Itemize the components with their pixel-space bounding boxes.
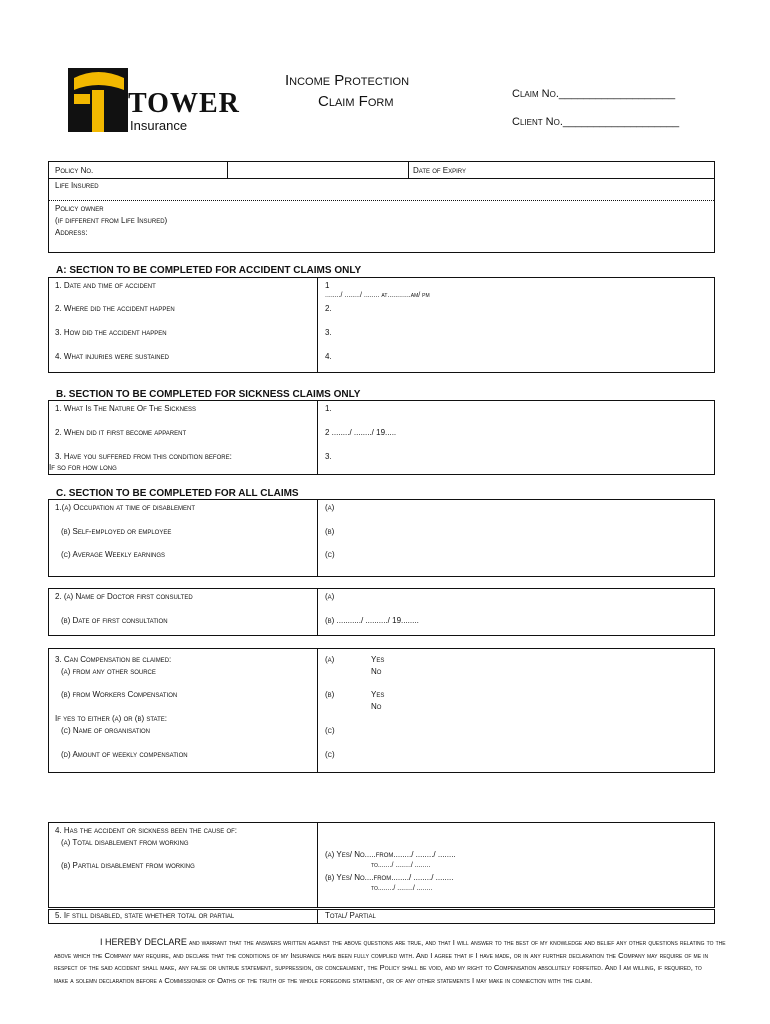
section-c-q1a: 1.(a) Occupation at time of disablement — [55, 503, 196, 512]
section-c-a5[interactable]: Total/ Partial — [325, 911, 376, 920]
section-c-a1a[interactable]: (a) — [325, 503, 335, 512]
section-c-q4b: (b) Partial disablement from working — [61, 861, 195, 870]
section-c-q3if: If yes to either (a) or (b) state: — [55, 714, 168, 723]
form-title-line1: Income Protection — [285, 72, 410, 89]
section-c-a3a[interactable]: (a) — [325, 655, 335, 664]
section-c-q3a: (a) from any other source — [61, 667, 156, 676]
section-c-q3d: (d) Amount of weekly compensation — [61, 750, 188, 759]
section-a-box — [48, 277, 715, 373]
section-c-q2b: (b) Date of first consultation — [61, 616, 168, 625]
section-a-a1-fill[interactable]: ......../ ......../ ........ at............am/ pm — [325, 292, 430, 299]
section-c-a1c[interactable]: (c) — [325, 550, 335, 559]
section-a-a3[interactable]: 3. — [325, 328, 332, 337]
section-c-a3b-no[interactable]: No — [371, 702, 382, 711]
section-c-a1b[interactable]: (b) — [325, 527, 335, 536]
section-b-a1[interactable]: 1. — [325, 404, 332, 413]
date-of-expiry-label: Date of Expiry — [413, 166, 467, 175]
declaration — [54, 936, 726, 987]
section-b-a2[interactable]: 2 ......../ ......../ 19..... — [325, 428, 397, 437]
section-a-a4[interactable]: 4. — [325, 352, 332, 361]
section-c-a3b-yes[interactable]: Yes — [371, 690, 385, 699]
declaration-line-1 — [54, 936, 726, 950]
section-c-a4a-to[interactable]: to......./ ......../ ........ — [371, 862, 431, 869]
section-c-q3b: (b) from Workers Compensation — [61, 690, 178, 699]
section-c-a2b[interactable]: (b) .........../ ........../ 19........ — [325, 616, 419, 625]
brand-sub: Insurance — [130, 118, 188, 133]
section-a-a1[interactable]: 1 — [325, 281, 330, 290]
section-b-box — [48, 400, 715, 475]
declaration-line-4: make a solemn declaration before a Commissioner of Oaths of the truth of the whole foregoing statement, or of any other statements I may make in connection with the claim. — [54, 975, 593, 985]
section-c-box-1 — [48, 499, 715, 577]
section-a-q1: 1. Date and time of accident — [55, 281, 156, 290]
declaration-lead: I HEREBY DECLARE — [100, 937, 187, 947]
section-c-box-3 — [48, 648, 715, 773]
section-b-q3: 3. Have you suffered from this condition before: — [55, 452, 232, 461]
section-c-a4b[interactable]: (b) Yes/ No....from......../ ......../ ........ — [325, 873, 454, 882]
section-c-a3d[interactable]: (c) — [325, 750, 335, 759]
policy-owner-label: Policy owner — [55, 204, 104, 213]
declaration-line-3: respect of the said accident shall make, any false or untrue statement, suppression, or concealment, the Policy shall be void, and my right to Compensation absolutely forfeited. And I am willing, if required, to — [54, 963, 702, 972]
tower-logo — [68, 68, 248, 134]
section-c-a3b[interactable]: (b) — [325, 690, 335, 699]
section-a-q2: 2. Where did the accident happen — [55, 304, 175, 313]
section-b-q1: 1. What Is The Nature Of The Sickness — [55, 404, 196, 413]
section-c-a3a-no[interactable]: No — [371, 667, 382, 676]
section-c-q1c: (c) Average Weekly earnings — [61, 550, 166, 559]
policy-box — [48, 161, 715, 253]
section-c-q4: 4. Has the accident or sickness been the cause of: — [55, 826, 238, 835]
client-no-field[interactable]: Client No.___________________ — [512, 116, 680, 128]
section-c-a3c[interactable]: (c) — [325, 726, 335, 735]
section-c-heading: C. SECTION TO BE COMPLETED FOR ALL CLAIMS — [56, 488, 299, 499]
section-b-heading: B. SECTION TO BE COMPLETED FOR SICKNESS CLAIMS ONLY — [56, 389, 361, 400]
policy-no-label: Policy No. — [55, 166, 94, 175]
section-c-a4a[interactable]: (a) Yes/ No.....from......../ ......../ ........ — [325, 850, 456, 859]
section-c-q5: 5. If still disabled, state whether total or partial — [55, 911, 235, 920]
section-a-q3: 3. How did the accident happen — [55, 328, 167, 337]
section-a-a2[interactable]: 2. — [325, 304, 332, 313]
tower-logo-mark — [68, 68, 128, 132]
section-b-a3[interactable]: 3. — [325, 452, 332, 461]
form-title-line2: Claim Form — [318, 93, 394, 110]
section-c-q4a: (a) Total disablement from working — [61, 838, 189, 847]
section-c-q3c: (c) Name of organisation — [61, 726, 150, 735]
life-insured-label: Life Insured — [55, 181, 99, 190]
section-c-a4b-to[interactable]: to......../ ......../ ........ — [371, 885, 433, 892]
section-c-box-5 — [48, 909, 715, 924]
section-c-box-4 — [48, 822, 715, 908]
declaration-line-2: above which the Company may require, and declare that the conditions of my Insurance have been fully complied with. And I agree that if I have made, or in any further declaration the Company may require of me in — [54, 950, 709, 960]
section-b-q3b: If so for how long — [49, 463, 117, 472]
address-label: Address: — [55, 228, 88, 237]
brand-name: TOWER — [128, 88, 240, 119]
policy-owner-note: (if different from Life Insured) — [55, 216, 168, 225]
claim-no-field[interactable]: Claim No.___________________ — [512, 88, 676, 100]
section-a-heading: A: SECTION TO BE COMPLETED FOR ACCIDENT CLAIMS ONLY — [56, 265, 362, 276]
section-c-q3: 3. Can Compensation be claimed: — [55, 655, 172, 664]
section-b-q2: 2. When did it first become apparent — [55, 428, 187, 437]
section-c-box-2 — [48, 588, 715, 636]
section-a-q4: 4. What injuries were sustained — [55, 352, 169, 361]
section-c-q2a: 2. (a) Name of Doctor first consulted — [55, 592, 193, 601]
declaration-text-1: and warrant that the answers written against the above questions are true, and that I will answer to the best of my knowledge and belief any other questions relating to the — [189, 938, 726, 947]
section-c-a3a-yes[interactable]: Yes — [371, 655, 385, 664]
section-c-q1b: (b) Self-employed or employee — [61, 527, 172, 536]
section-c-a2a[interactable]: (a) — [325, 592, 335, 601]
